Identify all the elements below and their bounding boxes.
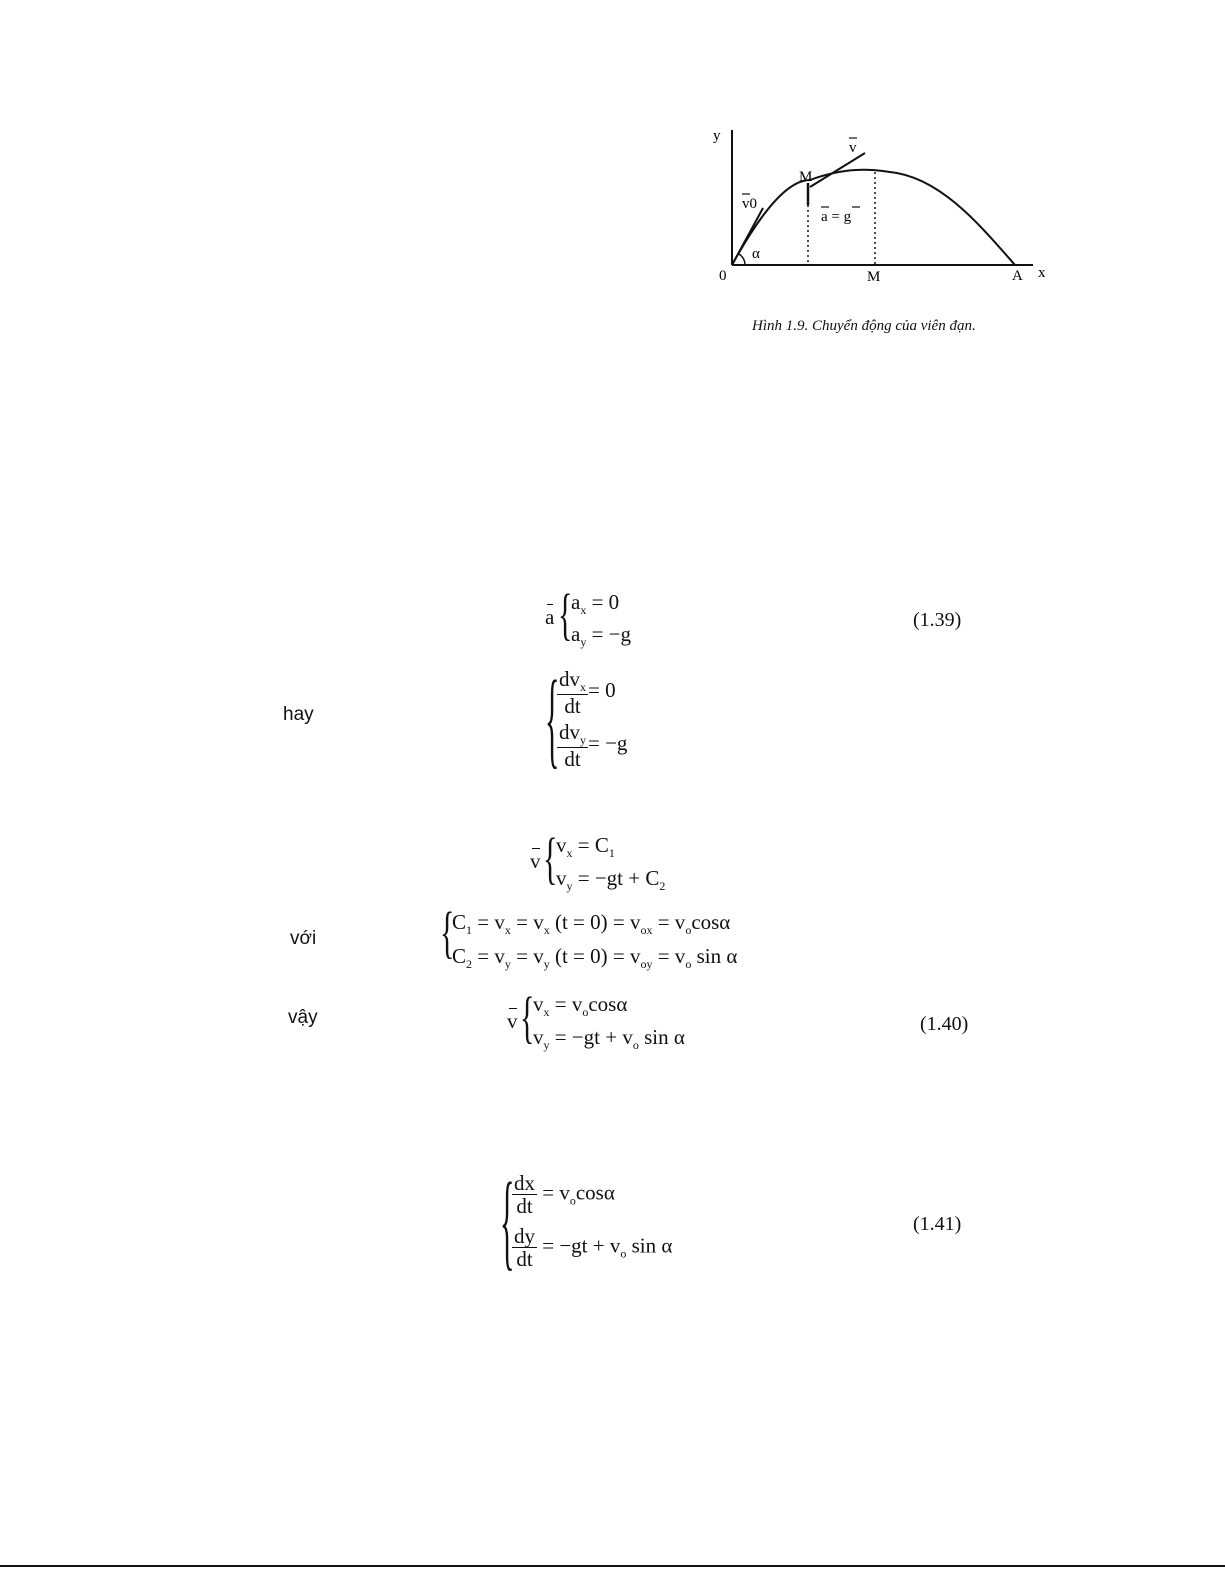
origin-label: 0 [719, 268, 727, 284]
dx-eq: $\frac{dx}{dt}$ = $v_o\cos\alpha$ [514, 1171, 615, 1219]
eq-number-139: (1.39) [913, 609, 962, 631]
brace-139: { [558, 584, 573, 647]
vy-final-line: $v_y = -gt + v_o$ sin α [533, 1025, 685, 1053]
figure-caption: Hình 1.9. Chuyển động của viên đạn. [752, 318, 976, 334]
point-a-label: A [1012, 268, 1023, 284]
dvx-eq: $\frac{dv_x}{dt}$ = 0 [559, 667, 616, 718]
acceleration-label: a = g [821, 209, 852, 225]
c2-definition: $C_2 = v_y = v_y$ $(t = 0) = v_{oy} = v_o$ sin α [452, 944, 738, 972]
vx-final-line: $v_x = v_o\cos\alpha$ [533, 992, 628, 1020]
word-voi: với [290, 928, 317, 949]
word-hay: hay [283, 704, 314, 725]
vy-c2-line: $v_y = -gt + C_2$ [556, 866, 666, 894]
eq-number-140: (1.40) [920, 1013, 969, 1035]
dvy-eq: $\frac{dv_y}{dt}$ = −g [559, 720, 628, 771]
brace-140: { [520, 987, 535, 1050]
dy-eq: $\frac{dy}{dt}$ = $-gt + v_o$ sin α [514, 1224, 673, 1272]
brace-hay: { [545, 660, 560, 780]
a-vector: a [545, 605, 555, 629]
x-axis-label: x [1038, 265, 1045, 281]
y-axis-label: y [713, 128, 721, 144]
word-vay: vậy [288, 1007, 318, 1028]
page-bottom-rule [0, 1565, 1225, 1567]
point-m-label: M [799, 169, 813, 185]
velocity-label: v [849, 140, 857, 156]
brace-voi: { [440, 902, 455, 965]
c1-definition: $C_1 = v_x = v_x$ $(t = 0) = v_{ox} = v_o\cos\alpha$ [452, 910, 731, 938]
ay-line: $a_y = -g$ [571, 622, 632, 650]
vx-c1-line: $v_x = C_1$ [556, 833, 615, 861]
v-vector-1: v [530, 849, 541, 873]
v-vector-2: v [507, 1009, 518, 1033]
angle-label: α [752, 246, 760, 262]
brace-v1: { [543, 828, 558, 891]
point-m-axis-label: M [867, 269, 881, 285]
brace-141: { [500, 1162, 515, 1282]
projectile-diagram [705, 115, 1045, 315]
initial-velocity-label: v0 [742, 196, 757, 212]
ax-line: $a_x = 0$ [571, 590, 620, 618]
angle-arc [739, 254, 745, 265]
trajectory-curve [732, 170, 1015, 265]
eq-number-141: (1.41) [913, 1213, 962, 1235]
